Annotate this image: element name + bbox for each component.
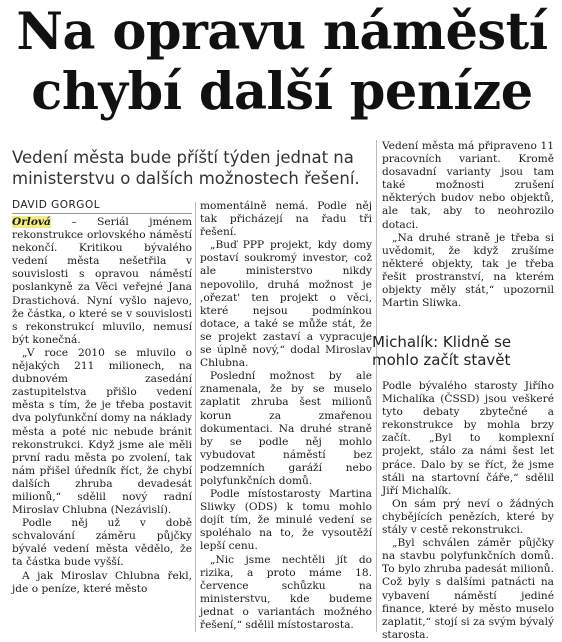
column-3-continued: [382, 380, 554, 642]
paragraph: „Buď PPP projekt, kdy domy postaví soukromý investor, což ale ministerstvo nikdy nepovolilo, druhá možnost je ,ořezat' ten projekt o věci, které nejsou podmínkou dotace, a také se může stát, že se projekt zastaví a vypracuje se úplně nový,“ dodal Miroslav Chlubna.: [200, 239, 372, 370]
column-2: [200, 200, 372, 632]
paragraph: On sám prý neví o žádných chybějících penězích, které by stály v cestě rekonstrukci.: [382, 497, 554, 537]
column-divider: [195, 202, 196, 632]
column-divider: [376, 140, 377, 632]
paragraph: Vedení města má připraveno 11 pracovních variant. Kromě dosavadní varianty jsou tam také možnosti zrušení některých budov nebo objektů, ale tak, aby to neohrozilo dotaci.: [382, 140, 554, 231]
column-1: [12, 216, 192, 596]
headline-line-1: Na opravu náměstí: [16, 2, 548, 62]
paragraph: „V roce 2010 se mluvilo o nějakých 211 milionech, na dubnovém zasedání zastupitelstva přišlo vedení města s tím, že je třeba postavit dva polyfunkční domy na náklady města a poté nic nebude bránit rekonstrukci. Když jsme ale měli první radu města po zvolení, tak nám přišel úředník říct, že chybí dalších zhruba devadesát milionů,“ sdělil nový radní Miroslav Chlubna (Nezávislí).: [12, 346, 192, 517]
headline-line-2: chybí další peníze: [31, 62, 533, 122]
paragraph: Poslední možnost by ale znamenala, že by se muselo zaplatit zhruba šest milionů korun za zmařenou dokumentaci. Na druhé straně by se podle něj mohlo vybudovat náměstí bez podzemních garáží nebo polyfunkčních domů.: [200, 370, 372, 487]
headline: [8, 2, 556, 122]
paragraph: „Byl schválen záměr půjčky na stavbu polyfunkčních domů. To bylo zhruba padesát milionů. Což byly s dalšími patnácti na vybavení náměstí jediné finance, které by město muselo zaplatit,“ stojí si za svým bývalý starosta.: [382, 537, 554, 641]
paragraph: Podle bývalého starosty Jiřího Michalíka (ČSSD) jsou veškeré tyto debaty zbytečné a rekonstrukce by mohla brzy začít. „Byl to komplexní projekt, stálo za námi šest let práce. Dalo by se říct, že jsme stáli na startovní čáře,“ sdělil Jiří Michalík.: [382, 380, 554, 497]
column-3: [382, 140, 554, 310]
place-name: Orlová: [12, 216, 51, 228]
lead-paragraph: Vedení města bude příští týden jednat na ministerstvu o dalších možnostech řešení.: [12, 148, 360, 188]
paragraph: Podle něj už v době schvalování záměru půjčky bývalé vedení města vědělo, že ta částka bude vyšší.: [12, 517, 192, 569]
subheadline: Michalík: Klidně se mohlo začít stavět: [372, 333, 512, 369]
paragraph: „Na druhé straně je třeba si uvědomit, že když zrušíme některé objekty, tak je třeba řešit prostranství, na kterém objekty měly stát,“ upozornil Martin Sliwka.: [382, 231, 554, 310]
paragraph: „Nic jsme nechtěli jít do rizika, a proto máme 18. července schůzku na ministerstvu, kde budeme jednat o variantách možného řešení,“ sdělil místostarosta.: [200, 553, 372, 631]
paragraph: Orlová – Seriál jménem rekonstrukce orlovského náměstí nekončí. Kritikou bývalého vedení města nešetřila v souvislosti s opravou náměstí poslankyně za Věci veřejné Jana Drastichová. Nyní vyšlo najevo, že částka, o které se v souvislosti s rekonstrukcí mluvilo, nemusí být konečná.: [12, 216, 192, 346]
paragraph: momentálně nemá. Podle něj tak přicházejí na řadu tři řešení.: [200, 200, 372, 239]
paragraph: Podle místostarosty Martina Sliwky (ODS) k tomu mohlo dojít tím, že minulé vedení se spoléhalo na to, že vysoutěží lepší cenu.: [200, 488, 372, 553]
paragraph: A jak Miroslav Chlubna řekl, jde o peníze, které město: [12, 569, 192, 595]
byline: DAVID GORGOL: [12, 199, 192, 214]
